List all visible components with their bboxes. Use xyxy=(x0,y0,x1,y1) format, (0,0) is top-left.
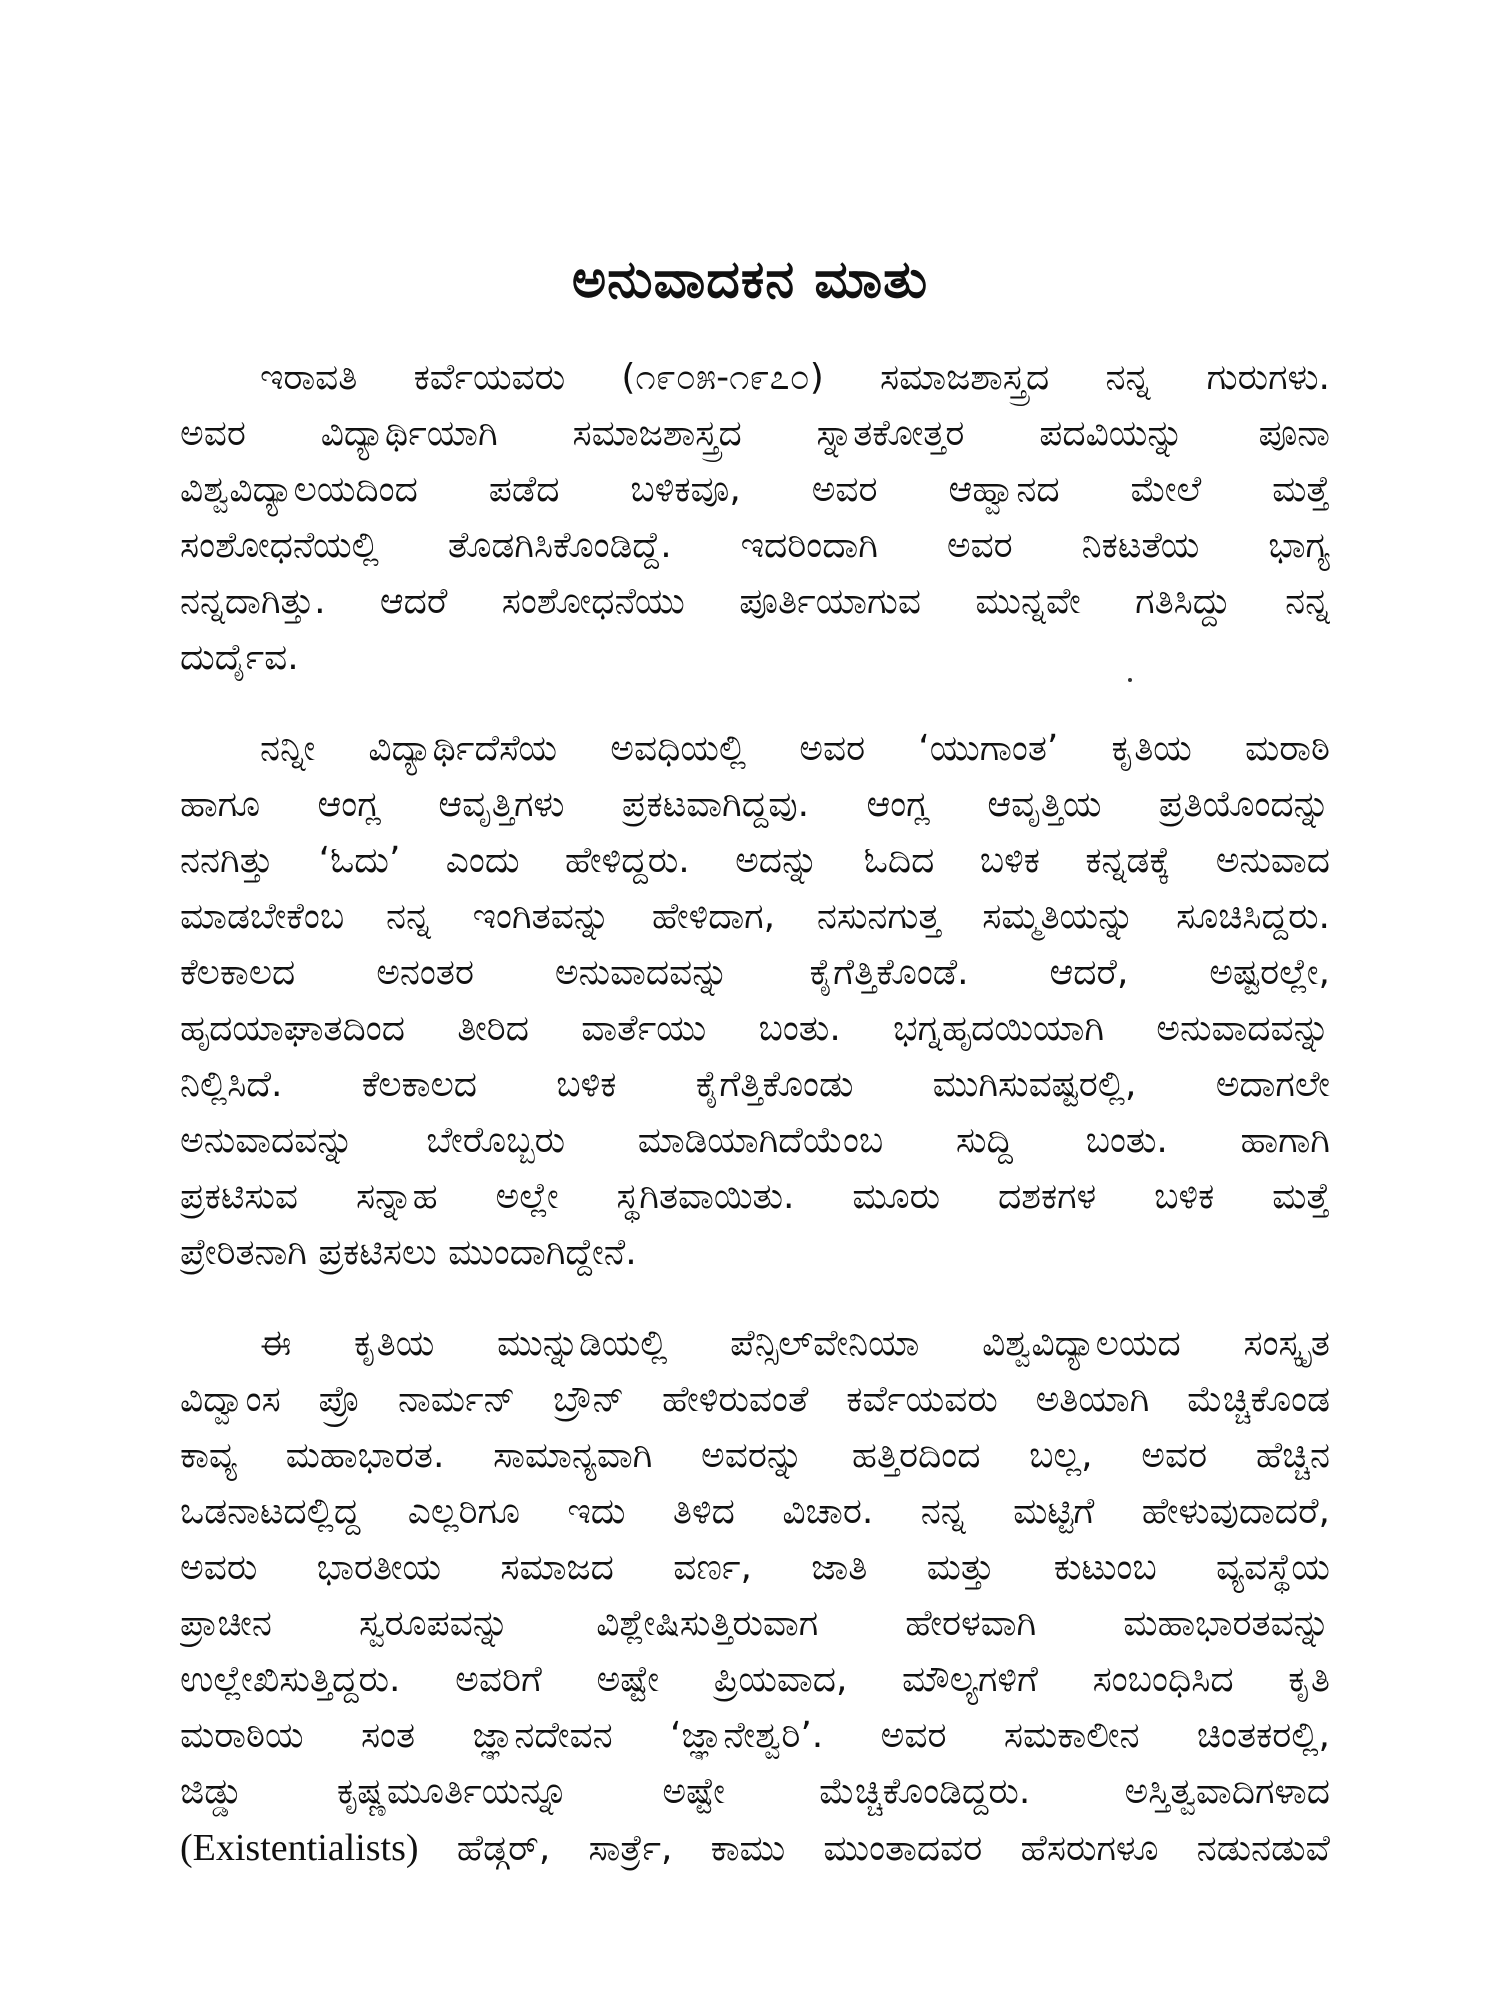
text-line: ಕೆಲಕಾಲದ ಅನಂತರ ಅನುವಾದವನ್ನು ಕೈಗೆತ್ತಿಕೊಂಡೆ. ಆದರೆ, ಅಷ್ಟರಲ್ಲೇ, xyxy=(180,952,1330,993)
text-line: ಅನುವಾದವನ್ನು ಬೇರೊಬ್ಬರು ಮಾಡಿಯಾಗಿದೆಯೆಂಬ ಸುದ್ದಿ ಬಂತು. ಹಾಗಾಗಿ xyxy=(180,1120,1330,1161)
text-line: ವಿಶ್ವವಿದ್ಯಾಲಯದಿಂದ ಪಡೆದ ಬಳಿಕವೂ, ಅವರ ಆಹ್ವಾನದ ಮೇಲೆ ಮತ್ತೆ xyxy=(180,469,1330,510)
text-line: ಉಲ್ಲೇಖಿಸುತ್ತಿದ್ದರು. ಅವರಿಗೆ ಅಷ್ಟೇ ಪ್ರಿಯವಾದ, ಮೌಲ್ಯಗಳಿಗೆ ಸಂಬಂಧಿಸಿದ ಕೃತಿ xyxy=(180,1659,1330,1700)
text-line: ವಿದ್ವಾಂಸ ಪ್ರೊ ನಾರ್ಮನ್ ಬ್ರೌನ್ ಹೇಳಿರುವಂತೆ ಕರ್ವೆಯವರು ಅತಿಯಾಗಿ ಮೆಚ್ಚಿಕೊಂಡ xyxy=(180,1379,1330,1420)
text-line: ನನ್ನೀ ವಿದ್ಯಾರ್ಥಿದೆಸೆಯ ಅವಧಿಯಲ್ಲಿ ಅವರ ‘ಯುಗಾಂತ’ ಕೃತಿಯ ಮರಾಠಿ xyxy=(260,728,1330,769)
text-line: ಜಿಡ್ಡು ಕೃಷ್ಣಮೂರ್ತಿಯನ್ನೂ ಅಷ್ಟೇ ಮೆಚ್ಚಿಕೊಂಡಿದ್ದರು. ಅಸ್ತಿತ್ವವಾದಿಗಳಾದ xyxy=(180,1771,1330,1812)
latin-term: (Existentialists) xyxy=(180,1827,419,1869)
text-line: ಪ್ರೇರಿತನಾಗಿ ಪ್ರಕಟಿಸಲು ಮುಂದಾಗಿದ್ದೇನೆ. xyxy=(180,1232,637,1273)
text-fragment: ಹೆಡ್ಗರ್, ಸಾರ್ತ್ರೆ, ಕಾಮು ಮುಂತಾದವರ ಹೆಸರುಗಳೂ ನಡುನಡುವೆ xyxy=(418,1828,1330,1869)
text-line: ಕಾವ್ಯ ಮಹಾಭಾರತ. ಸಾಮಾನ್ಯವಾಗಿ ಅವರನ್ನು ಹತ್ತಿರದಿಂದ ಬಲ್ಲ, ಅವರ ಹೆಚ್ಚಿನ xyxy=(180,1435,1330,1476)
paragraph-1 xyxy=(180,350,1330,686)
text-line: ಮರಾಠಿಯ ಸಂತ ಜ್ಞಾನದೇವನ ‘ಜ್ಞಾನೇಶ್ವರಿ’. ಅವರ ಸಮಕಾಲೀನ ಚಿಂತಕರಲ್ಲಿ, xyxy=(180,1715,1330,1756)
text-line: ಅವರು ಭಾರತೀಯ ಸಮಾಜದ ವರ್ಣ, ಜಾತಿ ಮತ್ತು ಕುಟುಂಬ ವ್ಯವಸ್ಥೆಯ xyxy=(180,1547,1330,1588)
text-line: ನನಗಿತ್ತು ‘ಓದು’ ಎಂದು ಹೇಳಿದ್ದರು. ಅದನ್ನು ಓದಿದ ಬಳಿಕ ಕನ್ನಡಕ್ಕೆ ಅನುವಾದ xyxy=(180,840,1330,881)
text-line: ದುರ್ದೈವ. xyxy=(180,637,299,678)
text-line: ಹಾಗೂ ಆಂಗ್ಲ ಆವೃತ್ತಿಗಳು ಪ್ರಕಟವಾಗಿದ್ದವು. ಆಂಗ್ಲ ಆವೃತ್ತಿಯ ಪ್ರತಿಯೊಂದನ್ನು xyxy=(180,784,1330,825)
text-line: ಮಾಡಬೇಕೆಂಬ ನನ್ನ ಇಂಗಿತವನ್ನು ಹೇಳಿದಾಗ, ನಸುನಗುತ್ತ ಸಮ್ಮತಿಯನ್ನು ಸೂಚಿಸಿದ್ದರು. xyxy=(180,896,1330,937)
scan-speck xyxy=(1128,678,1132,682)
text-line: ಅವರ ವಿದ್ಯಾರ್ಥಿಯಾಗಿ ಸಮಾಜಶಾಸ್ತ್ರದ ಸ್ನಾತಕೋತ್ತರ ಪದವಿಯನ್ನು ಪೂನಾ xyxy=(180,413,1330,454)
text-line: ಹೃದಯಾಘಾತದಿಂದ ತೀರಿದ ವಾರ್ತೆಯು ಬಂತು. ಭಗ್ನಹೃದಯಿಯಾಗಿ ಅನುವಾದವನ್ನು xyxy=(180,1008,1330,1049)
text-line: ಪ್ರಕಟಿಸುವ ಸನ್ನಾಹ ಅಲ್ಲೇ ಸ್ಥಗಿತವಾಯಿತು. ಮೂರು ದಶಕಗಳ ಬಳಿಕ ಮತ್ತೆ xyxy=(180,1176,1330,1217)
text-line: ಸಂಶೋಧನೆಯಲ್ಲಿ ತೊಡಗಿಸಿಕೊಂಡಿದ್ದೆ. ಇದರಿಂದಾಗಿ ಅವರ ನಿಕಟತೆಯ ಭಾಗ್ಯ xyxy=(180,525,1330,566)
text-line: ಪ್ರಾಚೀನ ಸ್ವರೂಪವನ್ನು ವಿಶ್ಲೇಷಿಸುತ್ತಿರುವಾಗ ಹೇರಳವಾಗಿ ಮಹಾಭಾರತವನ್ನು xyxy=(180,1603,1330,1644)
paragraph-2 xyxy=(180,721,1330,1281)
text-line: ಈ ಕೃತಿಯ ಮುನ್ನುಡಿಯಲ್ಲಿ ಪೆನ್ಸಿಲ್‌ವೇನಿಯಾ ವಿಶ್ವವಿದ್ಯಾಲಯದ ಸಂಸ್ಕೃತ xyxy=(260,1323,1330,1364)
text-line: ಒಡನಾಟದಲ್ಲಿದ್ದ ಎಲ್ಲರಿಗೂ ಇದು ತಿಳಿದ ವಿಚಾರ. ನನ್ನ ಮಟ್ಟಿಗೆ ಹೇಳುವುದಾದರೆ, xyxy=(180,1491,1330,1532)
page-title: ಅನುವಾದಕನ ಮಾತು xyxy=(571,250,929,310)
text-line: ನಿಲ್ಲಿಸಿದೆ. ಕೆಲಕಾಲದ ಬಳಿಕ ಕೈಗೆತ್ತಿಕೊಂಡು ಮುಗಿಸುವಷ್ಟರಲ್ಲಿ, ಅದಾಗಲೇ xyxy=(180,1064,1330,1105)
text-line: ನನ್ನದಾಗಿತ್ತು. ಆದರೆ ಸಂಶೋಧನೆಯು ಪೂರ್ತಿಯಾಗುವ ಮುನ್ನವೇ ಗತಿಸಿದ್ದು ನನ್ನ xyxy=(180,581,1330,622)
paragraph-3 xyxy=(180,1316,1330,1876)
text-line xyxy=(180,1820,1330,1876)
text-line: ಇರಾವತಿ ಕರ್ವೆಯವರು (೧೯೦೫-೧೯೭೦) ಸಮಾಜಶಾಸ್ತ್ರದ ನನ್ನ ಗುರುಗಳು. xyxy=(260,357,1330,398)
